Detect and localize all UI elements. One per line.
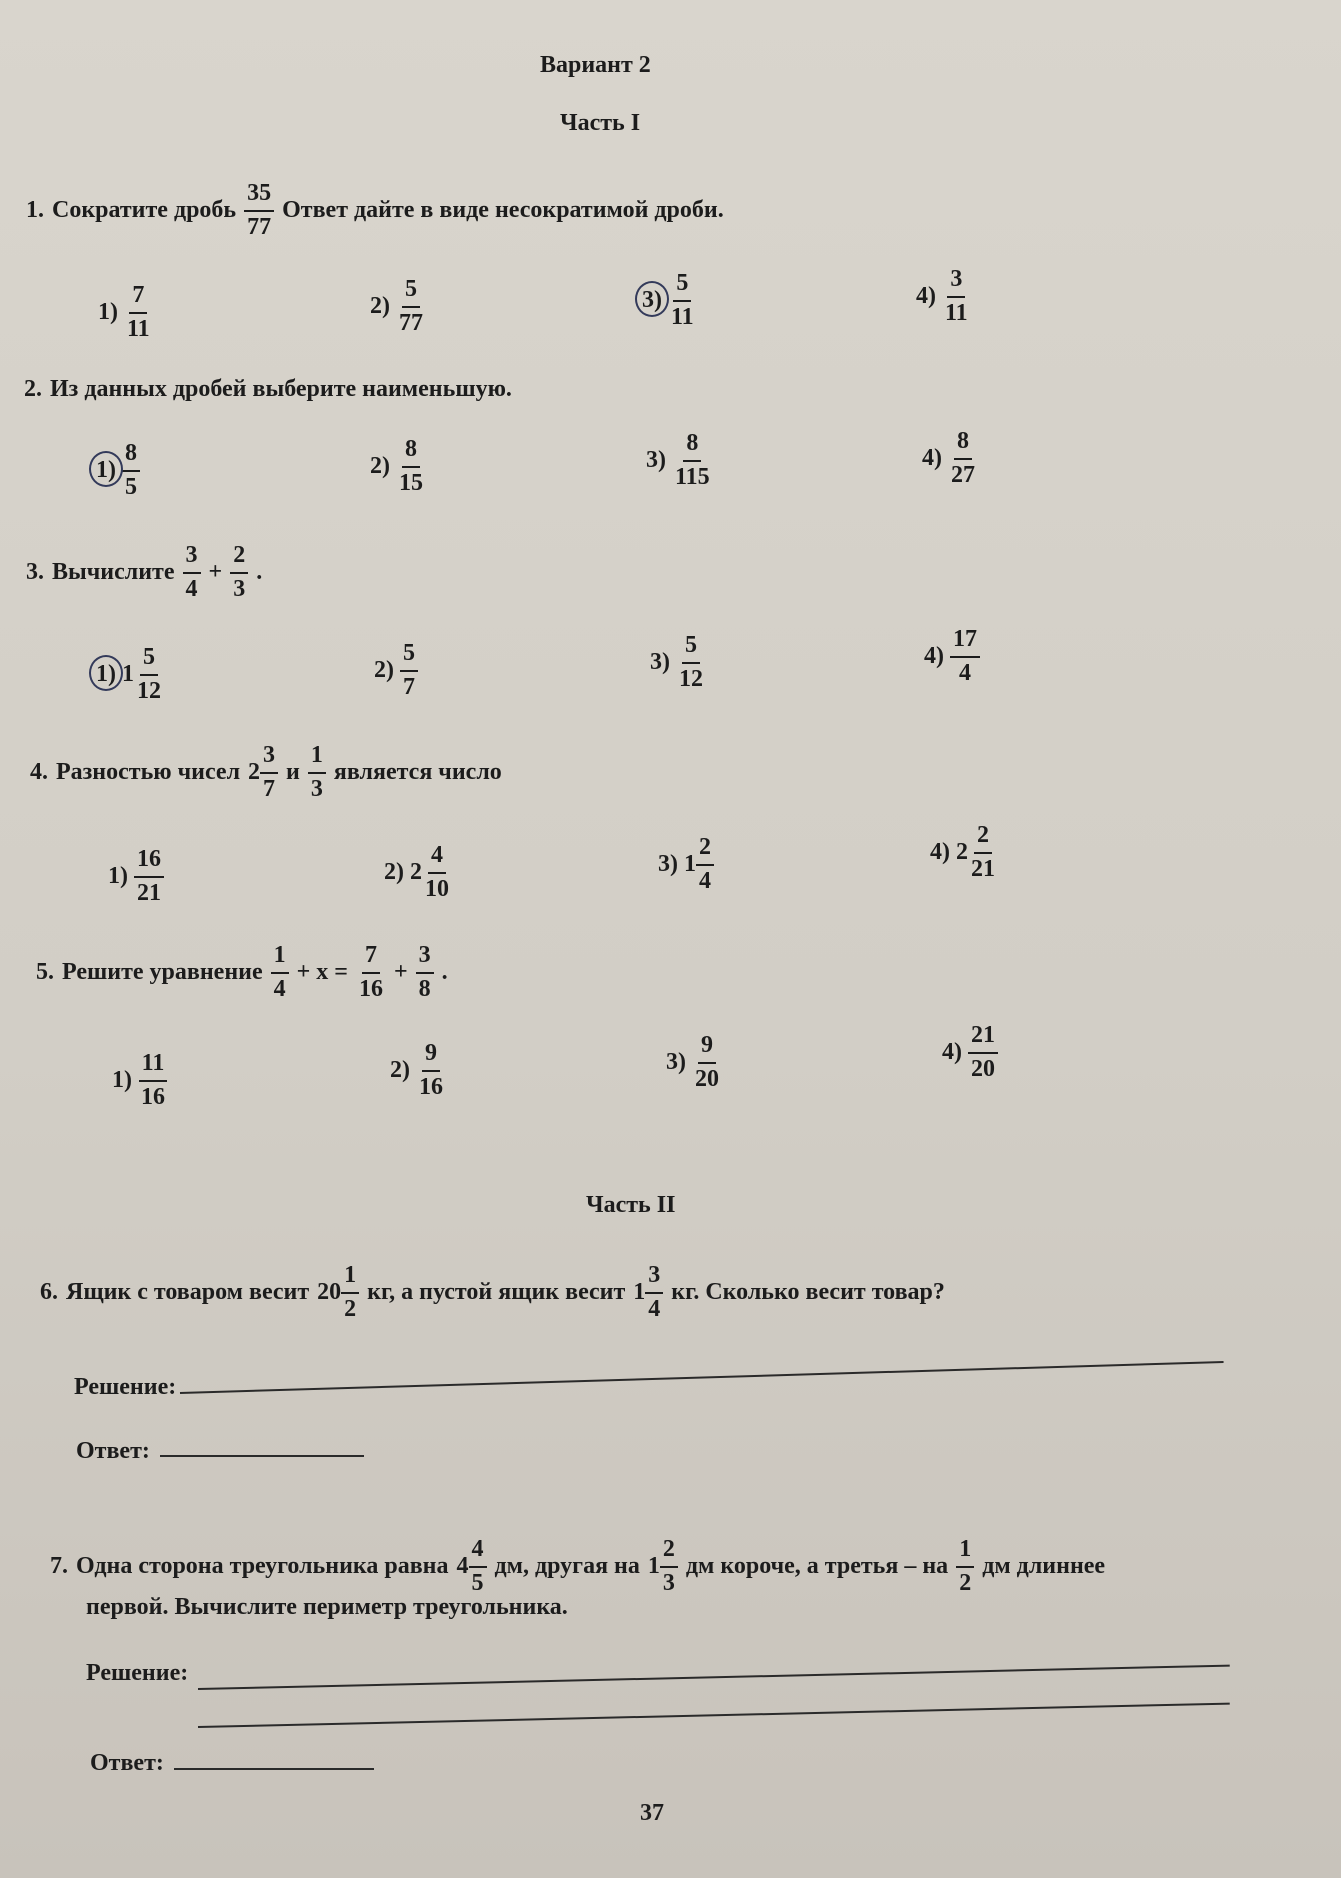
- question-3: 3. Вычислите $\frac{3}{4}$ + $\frac{2}{3}$ .: [26, 542, 263, 602]
- question-number: 3.: [26, 559, 44, 586]
- question-text-after: Ответ дайте в виде несократимой дроби.: [282, 197, 724, 224]
- q4-option-2[interactable]: 2) 2 $\frac{4}{10}$: [384, 842, 449, 902]
- q3-option-2[interactable]: 2) $\frac{5}{7}$: [374, 640, 418, 701]
- q7-answer-label: Ответ:: [90, 1750, 164, 1776]
- q6-answer-label: Ответ:: [76, 1438, 150, 1464]
- q7-answer-line[interactable]: [174, 1768, 374, 1770]
- question-1: [26, 180, 724, 241]
- q2-option-3[interactable]: 3) $\frac{8}{115}$: [646, 430, 710, 490]
- q5-option-2[interactable]: 2) $\frac{9}{16}$: [390, 1040, 443, 1100]
- question-number: 1.: [26, 197, 44, 224]
- question-number: 6.: [40, 1279, 58, 1306]
- page-number: 37: [640, 1800, 664, 1826]
- q1-option-2[interactable]: 2) $\frac{5}{77}$: [370, 276, 423, 336]
- question-7-line2: первой. Вычислите периметр треугольника.: [86, 1594, 568, 1620]
- part1-title: Часть I: [560, 110, 641, 136]
- q7-solution-line-2[interactable]: [198, 1703, 1230, 1728]
- q2-option-4[interactable]: 4) $\frac{8}{27}$: [922, 428, 975, 488]
- question-number: 7.: [50, 1553, 68, 1580]
- question-text: Сократите дробь: [52, 197, 237, 224]
- question-2: [24, 376, 512, 403]
- question-6: 6. Ящик с товаром весит 20 $\frac{1}{2}$ кг, а пустой ящик весит 1 $\frac{3}{4}$ кг. Сколько весит товар?: [40, 1262, 945, 1322]
- question-number: 4.: [30, 759, 48, 786]
- part2-title: Часть II: [586, 1192, 676, 1218]
- q4-option-1[interactable]: 1) $\frac{16}{21}$: [108, 846, 164, 907]
- q6-solution-line[interactable]: [180, 1361, 1224, 1394]
- q4-option-3[interactable]: 3) 1 $\frac{2}{4}$: [658, 834, 714, 895]
- question-7: 7. Одна сторона треугольника равна 4 $\frac{4}{5}$ дм, другая на 1 $\frac{2}{3}$ дм короче, а третья – на $\frac{1}{2}$ дм длиннее: [50, 1536, 1106, 1596]
- q3-option-3[interactable]: 3) $\frac{5}{12}$: [650, 632, 703, 692]
- question-5: 5. Решите уравнение $\frac{1}{4}$ + x = $\frac{7}{16}$ + $\frac{3}{8}$ .: [36, 942, 448, 1002]
- question-text: Из данных дробей выберите наименьшую.: [50, 376, 512, 402]
- question-text: Одна сторона треугольника равна: [76, 1553, 449, 1580]
- q1-option-1[interactable]: 1) $\frac{7}{11}$: [98, 282, 150, 342]
- q2-option-2[interactable]: 2) $\frac{8}{15}$: [370, 436, 423, 496]
- q5-option-3[interactable]: 3) $\frac{9}{20}$: [666, 1032, 719, 1092]
- question-number: 5.: [36, 959, 54, 986]
- q2-option-1-circled[interactable]: 1) $\frac{8}{5}$: [96, 440, 140, 501]
- question-text: Решите уравнение: [62, 959, 263, 986]
- q1-option-3-circled[interactable]: 3) $\frac{5}{11}$: [642, 270, 694, 330]
- question-text: Разностью чисел: [56, 759, 241, 786]
- q1-option-4[interactable]: 4) $\frac{3}{11}$: [916, 266, 968, 326]
- question-4: 4. Разностью чисел 2 $\frac{3}{7}$ и $\frac{1}{3}$ является число: [30, 742, 502, 802]
- q5-option-1[interactable]: 1) $\frac{11}{16}$: [112, 1050, 168, 1111]
- q6-solution-label: Решение:: [74, 1374, 177, 1400]
- q3-option-1-circled[interactable]: 1) 1 $\frac{5}{12}$: [96, 644, 161, 704]
- q3-option-4[interactable]: 4) $\frac{17}{4}$: [924, 626, 980, 687]
- q5-option-4[interactable]: 4) $\frac{21}{20}$: [942, 1022, 998, 1083]
- q6-answer-line[interactable]: [160, 1455, 364, 1457]
- q7-solution-line-1[interactable]: [198, 1665, 1230, 1690]
- question-text: Вычислите: [52, 559, 175, 586]
- q4-option-4[interactable]: 4) 2 $\frac{2}{21}$: [930, 822, 995, 882]
- question-number: 2.: [24, 376, 42, 402]
- fraction: $\frac{35}{77}$: [244, 180, 274, 241]
- question-text: Ящик с товаром весит: [66, 1279, 310, 1306]
- q7-solution-label: Решение:: [86, 1660, 189, 1686]
- variant-title: Вариант 2: [540, 52, 651, 78]
